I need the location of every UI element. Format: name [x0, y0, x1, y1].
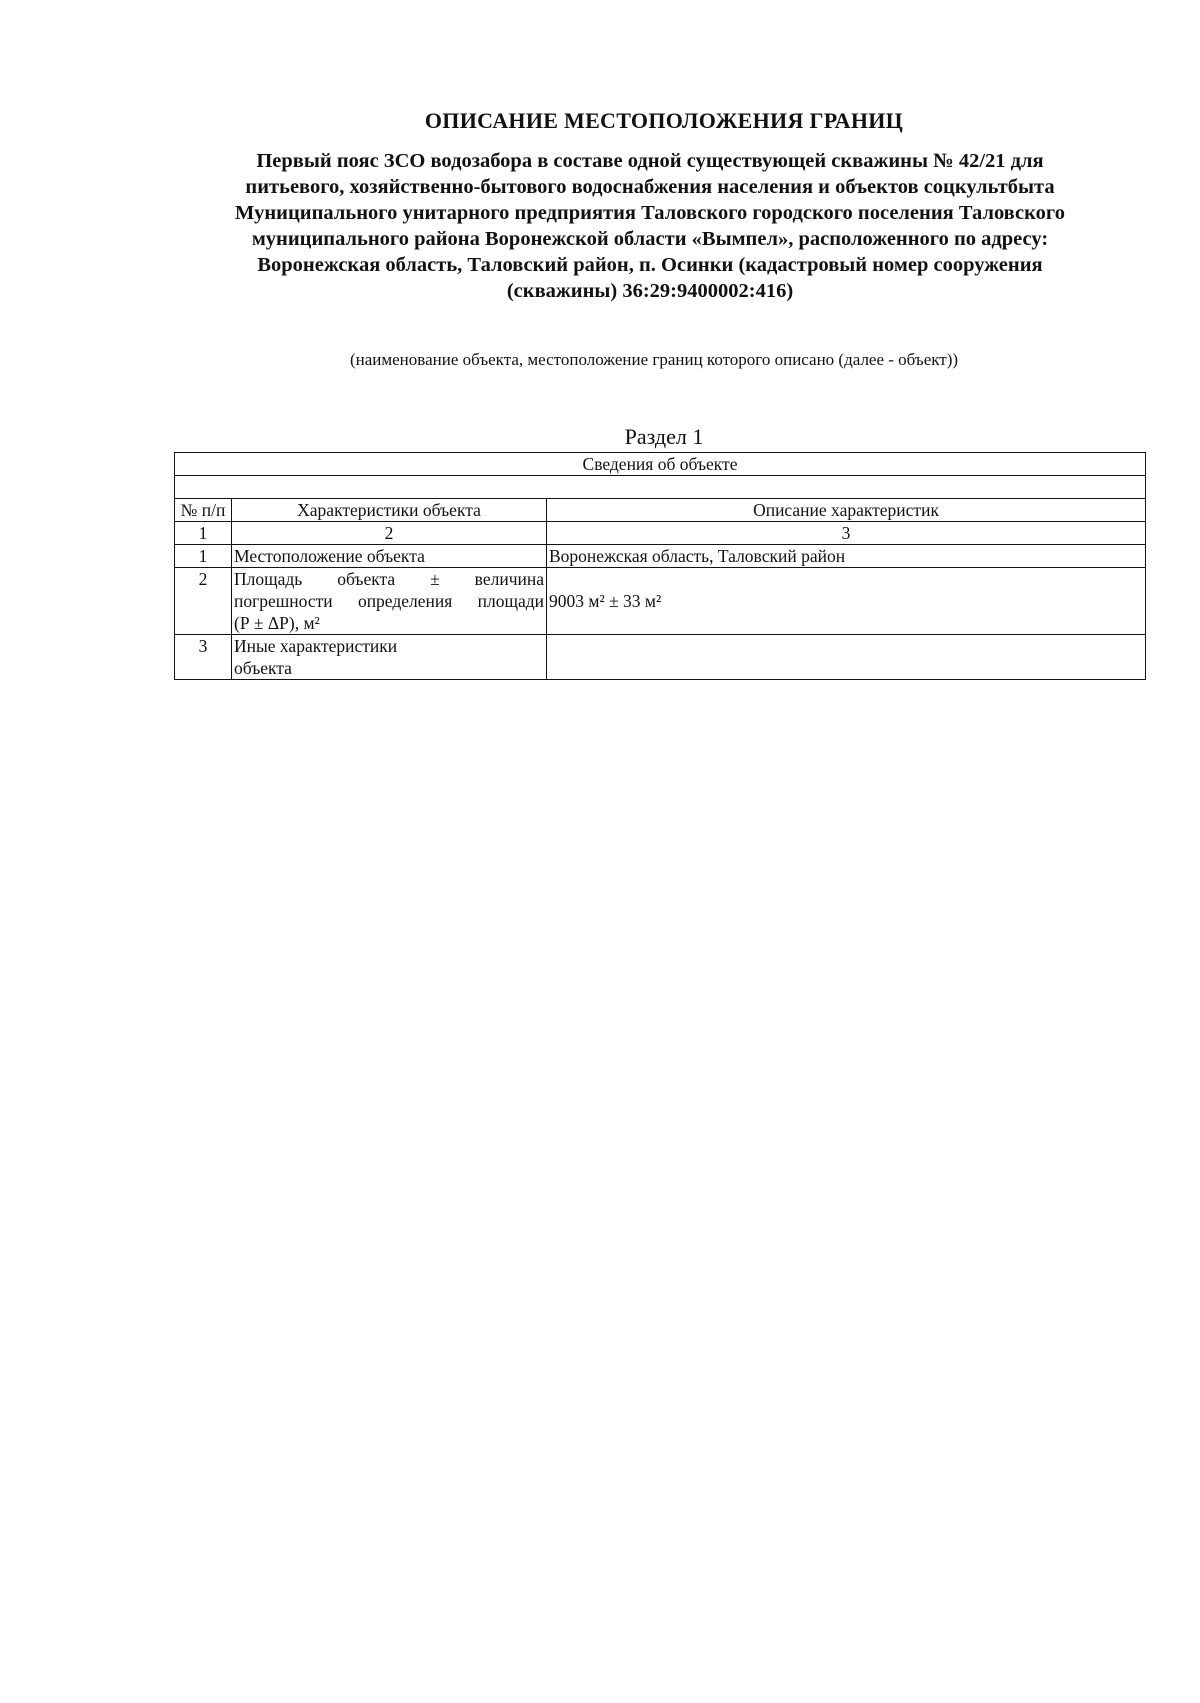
table-row	[175, 568, 1146, 635]
row-characteristic-line: погрешности определения площади	[234, 591, 544, 611]
table-row	[175, 635, 1146, 680]
object-info-table	[174, 452, 1146, 680]
object-name	[190, 148, 1110, 304]
row-characteristic-line: (Р ± ΔР), м²	[234, 613, 320, 633]
object-name-line: Первый пояс ЗСО водозабора в составе одной существующей скважины № 42/21 для	[256, 150, 1044, 172]
object-name-line: Воронежская область, Таловский район, п. Осинки (кадастровый номер сооружения	[257, 254, 1043, 276]
table-spacer-cell	[175, 476, 1146, 499]
row-value: Воронежская область, Таловский район	[547, 545, 1146, 568]
row-characteristic-line: объекта	[234, 658, 292, 678]
row-characteristic-line: Иные характеристики	[234, 636, 398, 656]
object-caption: (наименование объекта, местоположение границ которого описано (далее - объект))	[349, 350, 959, 369]
table-title-row	[175, 453, 1146, 476]
row-characteristic-line: Площадь объекта ± величина	[234, 569, 544, 589]
object-name-line: Муниципального унитарного предприятия Таловского городского поселения Таловского	[235, 202, 1065, 224]
row-value	[547, 635, 1146, 680]
row-characteristic	[232, 568, 547, 635]
row-characteristic	[232, 545, 547, 568]
row-characteristic-line: Местоположение объекта	[234, 546, 425, 566]
table-row	[175, 545, 1146, 568]
section-title: Раздел 1	[624, 424, 704, 449]
table-spacer-row	[175, 476, 1146, 499]
object-name-line: (скважины) 36:29:9400002:416)	[506, 280, 794, 302]
row-number: 3	[175, 635, 232, 680]
row-value: 9003 м² ± 33 м²	[547, 568, 1146, 635]
column-number-row	[175, 522, 1146, 545]
column-number: 1	[175, 522, 232, 545]
row-number: 1	[175, 545, 232, 568]
column-number: 2	[232, 522, 547, 545]
object-name-line: питьевого, хозяйственно-бытового водоснабжения населения и объектов соцкультбыта	[245, 176, 1055, 198]
object-name-line: муниципального района Воронежской области «Вымпел», расположенного по адресу:	[251, 228, 1049, 250]
table-title: Сведения об объекте	[175, 453, 1146, 476]
column-number: 3	[547, 522, 1146, 545]
header-description: Описание характеристик	[547, 499, 1146, 522]
header-characteristic: Характеристики объекта	[232, 499, 547, 522]
header-num: № п/п	[175, 499, 232, 522]
table-header-row	[175, 499, 1146, 522]
row-number: 2	[175, 568, 232, 635]
document-title: ОПИСАНИЕ МЕСТОПОЛОЖЕНИЯ ГРАНИЦ	[424, 108, 904, 133]
row-characteristic	[232, 635, 547, 680]
